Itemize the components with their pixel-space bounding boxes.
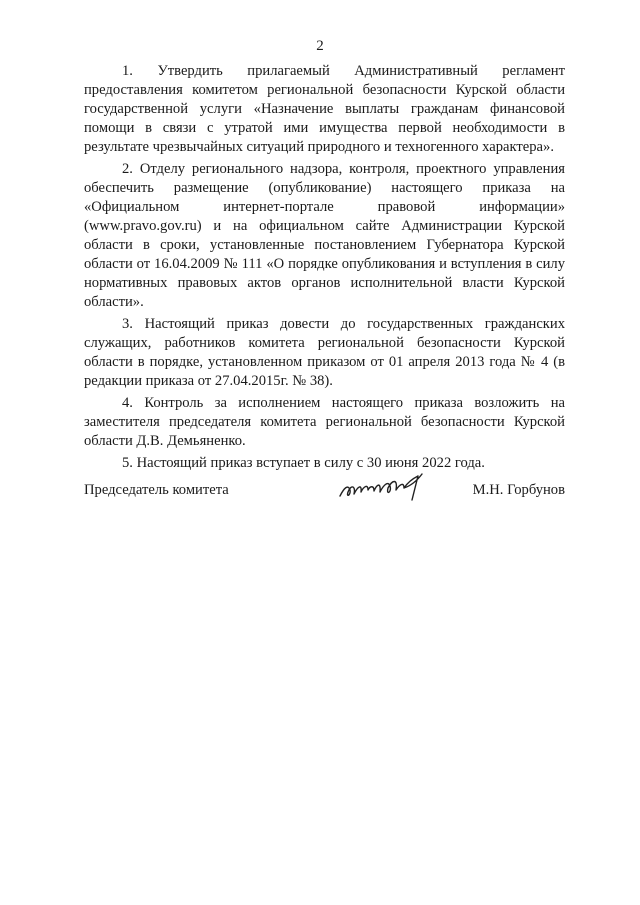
handwritten-signature [334, 470, 434, 506]
order-item-4: 4. Контроль за исполнением настоящего приказа возложить на заместителя председателя комитета региональной безопасности Курской области Д.В. Демьяненко. [84, 395, 565, 449]
order-item-1: 1. Утвердить прилагаемый Административный регламент предоставления комитетом региональной безопасности Курской области государственной услуги «Назначение выплаты гражданам финансовой помощи в связи с утратой ими имущества первой необходимости в результате чрезвычайных ситуаций природного и техногенного характера». [84, 63, 565, 155]
order-body [84, 62, 565, 473]
signature-block [84, 470, 565, 510]
signer-name: М.Н. Горбунов [472, 482, 565, 498]
order-item-5: 5. Настоящий приказ вступает в силу с 30 июня 2022 года. [122, 455, 485, 471]
order-item-2: 2. Отделу регионального надзора, контроля, проектного управления обеспечить размещение (опубликование) настоящего приказа на «Официальном интернет-портале правовой информации» (www.pravo.gov.ru) и на официальном сайте Администрации Курской области в сроки, установленные постановлением Губернатора Курской области от 16.04.2009 № 111 «О порядке опубликования и вступления в силу нормативных правовых актов органов исполнительной власти Курской области». [84, 161, 565, 310]
page-number: 2 [316, 38, 324, 54]
order-item-3: 3. Настоящий приказ довести до государственных гражданских служащих, работников комитета региональной безопасности Курской области в порядке, установленном приказом от 01 апреля 2013 года № 4 (в редакции приказа от 27.04.2015г. № 38). [84, 316, 565, 389]
signer-position: Председатель комитета [84, 482, 229, 498]
